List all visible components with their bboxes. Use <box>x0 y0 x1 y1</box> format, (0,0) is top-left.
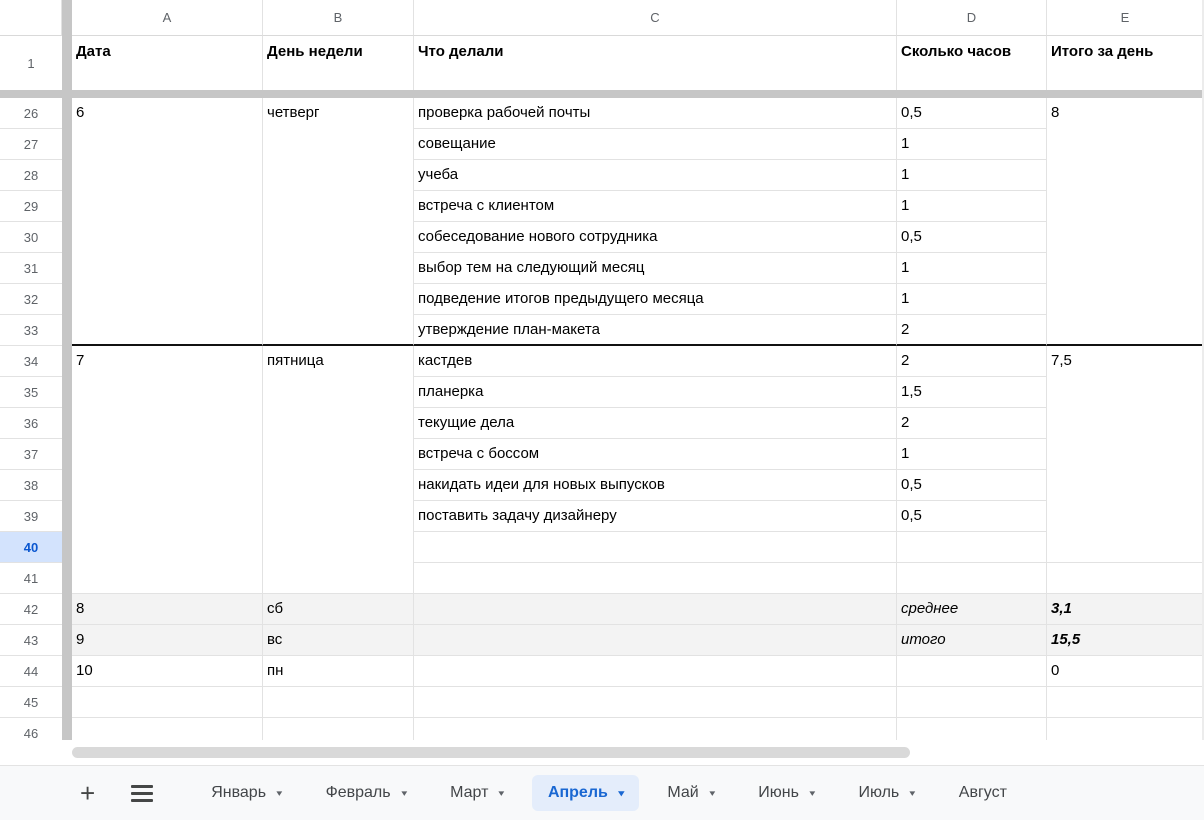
frozen-pane-divider <box>62 439 72 470</box>
cell-E30[interactable] <box>1047 222 1204 253</box>
frozen-pane-divider <box>62 594 72 625</box>
frozen-pane-divider <box>62 718 72 740</box>
cell-C27[interactable]: совещание <box>414 129 897 160</box>
table-row <box>0 129 1204 160</box>
cell-E36[interactable] <box>1047 408 1204 439</box>
cell-D30[interactable]: 0,5 <box>897 222 1047 253</box>
sheet-tab-label: Январь <box>211 784 267 801</box>
cell-C37[interactable]: встреча с боссом <box>414 439 897 470</box>
cell-B40[interactable] <box>263 532 414 563</box>
cell-A33[interactable] <box>72 315 263 346</box>
cell-B34[interactable]: пятница <box>263 346 414 377</box>
row-header-27[interactable]: 27 <box>0 129 62 160</box>
plus-icon: + <box>80 778 96 808</box>
cell-B37[interactable] <box>263 439 414 470</box>
sheet-tab-Апрель[interactable] <box>532 775 639 811</box>
table-row <box>0 656 1204 687</box>
cell-A38[interactable] <box>72 470 263 501</box>
cell-E43[interactable]: 15,5 <box>1047 625 1204 656</box>
cell-B29[interactable] <box>263 191 414 222</box>
frozen-pane-divider <box>62 625 72 656</box>
cell-D40[interactable] <box>897 532 1047 563</box>
cell-E35[interactable] <box>1047 377 1204 408</box>
triangle-down-icon[interactable]: ▾ <box>709 787 715 798</box>
frozen-pane-divider <box>62 501 72 532</box>
cell-B30[interactable] <box>263 222 414 253</box>
sheet-tabs <box>189 775 1029 811</box>
sheet-tab-label: Август <box>958 784 1007 801</box>
cell-A31[interactable] <box>72 253 263 284</box>
frozen-pane-divider <box>62 470 72 501</box>
cell-B42[interactable]: сб <box>263 594 414 625</box>
cell-B27[interactable] <box>263 129 414 160</box>
table-row <box>0 284 1204 315</box>
row-header-26[interactable]: 26 <box>0 98 62 129</box>
cell-C41[interactable] <box>414 563 897 594</box>
cell-C40[interactable] <box>414 532 897 563</box>
cell-B46[interactable] <box>263 718 414 740</box>
cell-D35[interactable]: 1,5 <box>897 377 1047 408</box>
table-row <box>0 687 1204 718</box>
table-row <box>0 191 1204 222</box>
cell-A34[interactable]: 7 <box>72 346 263 377</box>
frozen-row-divider <box>0 90 1204 98</box>
cell-B41[interactable] <box>263 563 414 594</box>
cell-E44[interactable]: 0 <box>1047 656 1204 687</box>
cell-C26[interactable]: проверка рабочей почты <box>414 98 897 129</box>
column-header-B[interactable]: B <box>263 0 414 36</box>
sheet-tab-label: Май <box>667 784 699 801</box>
sheet-tab-Август[interactable] <box>943 775 1023 811</box>
cell-A41[interactable] <box>72 563 263 594</box>
cell-B45[interactable] <box>263 687 414 718</box>
cell-C1[interactable]: Что делали <box>414 36 897 90</box>
cell-E26[interactable]: 8 <box>1047 98 1204 129</box>
cell-A43[interactable]: 9 <box>72 625 263 656</box>
row-header-33[interactable]: 33 <box>0 315 62 346</box>
cell-A40[interactable] <box>72 532 263 563</box>
table-row <box>0 222 1204 253</box>
frozen-pane-divider <box>62 0 72 36</box>
sheet-tab-Февраль[interactable] <box>310 775 423 811</box>
hamburger-icon <box>131 785 153 802</box>
frozen-pane-divider <box>62 346 72 377</box>
row-header-28[interactable]: 28 <box>0 160 62 191</box>
cell-D36[interactable]: 2 <box>897 408 1047 439</box>
cell-C35[interactable]: планерка <box>414 377 897 408</box>
cell-A26[interactable]: 6 <box>72 98 263 129</box>
grid-rows <box>0 98 1204 740</box>
cell-A44[interactable]: 10 <box>72 656 263 687</box>
table-row <box>0 98 1204 129</box>
table-row <box>0 470 1204 501</box>
cell-D28[interactable]: 1 <box>897 160 1047 191</box>
cell-A45[interactable] <box>72 687 263 718</box>
cell-D39[interactable]: 0,5 <box>897 501 1047 532</box>
cell-A35[interactable] <box>72 377 263 408</box>
cell-B38[interactable] <box>263 470 414 501</box>
cell-E41[interactable] <box>1047 563 1204 594</box>
add-sheet-button[interactable] <box>80 780 131 806</box>
table-row <box>0 315 1204 346</box>
sheet-tab-label: Февраль <box>325 784 391 801</box>
sheet-tab-label: Июнь <box>758 784 799 801</box>
row-header-35[interactable]: 35 <box>0 377 62 408</box>
cell-B39[interactable] <box>263 501 414 532</box>
table-row <box>0 439 1204 470</box>
column-header-A[interactable]: A <box>72 0 263 36</box>
cell-E46[interactable] <box>1047 718 1204 740</box>
frozen-pane-divider <box>62 98 72 129</box>
horizontal-scrollbar <box>0 740 1204 765</box>
table-row <box>0 253 1204 284</box>
table-row <box>0 160 1204 191</box>
frozen-pane-divider <box>62 563 72 594</box>
table-row <box>0 718 1204 740</box>
cell-A29[interactable] <box>72 191 263 222</box>
row-header-31[interactable]: 31 <box>0 253 62 284</box>
cell-C45[interactable] <box>414 687 897 718</box>
cell-E42[interactable]: 3,1 <box>1047 594 1204 625</box>
frozen-pane-divider <box>62 408 72 439</box>
cell-C30[interactable]: собеседование нового сотрудника <box>414 222 897 253</box>
cell-C44[interactable] <box>414 656 897 687</box>
cell-C31[interactable]: выбор тем на следующий месяц <box>414 253 897 284</box>
frozen-pane-divider <box>62 656 72 687</box>
triangle-down-icon[interactable]: ▾ <box>400 787 407 798</box>
cell-D41[interactable] <box>897 563 1047 594</box>
triangle-down-icon[interactable]: ▾ <box>498 787 505 798</box>
cell-A36[interactable] <box>72 408 263 439</box>
frozen-pane-divider <box>62 687 72 718</box>
sheet-tab-Июнь[interactable] <box>742 775 830 811</box>
row-header-30[interactable]: 30 <box>0 222 62 253</box>
cell-C43[interactable] <box>414 625 897 656</box>
cell-E31[interactable] <box>1047 253 1204 284</box>
row-header-37[interactable]: 37 <box>0 439 62 470</box>
cell-E29[interactable] <box>1047 191 1204 222</box>
row-header-34[interactable]: 34 <box>0 346 62 377</box>
sheet-tab-label: Март <box>450 784 489 801</box>
cell-D38[interactable]: 0,5 <box>897 470 1047 501</box>
cell-E45[interactable] <box>1047 687 1204 718</box>
cell-B43[interactable]: вс <box>263 625 414 656</box>
cell-A37[interactable] <box>72 439 263 470</box>
cell-D29[interactable]: 1 <box>897 191 1047 222</box>
cell-A30[interactable] <box>72 222 263 253</box>
horizontal-scrollbar-thumb[interactable] <box>72 747 910 758</box>
frozen-pane-divider <box>62 160 72 191</box>
cell-C46[interactable] <box>414 718 897 740</box>
cell-C39[interactable]: поставить задачу дизайнеру <box>414 501 897 532</box>
cell-D31[interactable]: 1 <box>897 253 1047 284</box>
cell-D34[interactable]: 2 <box>897 346 1047 377</box>
sheet-tab-Июль[interactable] <box>842 775 930 811</box>
cell-A28[interactable] <box>72 160 263 191</box>
cell-C34[interactable]: кастдев <box>414 346 897 377</box>
sheet-tab-label: Июль <box>858 784 900 801</box>
cell-C28[interactable]: учеба <box>414 160 897 191</box>
row-header-38[interactable]: 38 <box>0 470 62 501</box>
cell-D33[interactable]: 2 <box>897 315 1047 346</box>
triangle-down-icon[interactable]: ▾ <box>276 787 283 798</box>
table-row <box>0 625 1204 656</box>
cell-D43[interactable]: итого <box>897 625 1047 656</box>
cell-E33[interactable] <box>1047 315 1204 346</box>
cell-B28[interactable] <box>263 160 414 191</box>
row-header-29[interactable]: 29 <box>0 191 62 222</box>
sheet-tab-bar <box>0 765 1204 820</box>
select-all-corner[interactable] <box>0 0 62 36</box>
row-header-40[interactable]: 40 <box>0 532 62 563</box>
frozen-pane-divider <box>62 36 72 90</box>
cell-B35[interactable] <box>263 377 414 408</box>
frozen-pane-divider <box>62 222 72 253</box>
cell-D26[interactable]: 0,5 <box>897 98 1047 129</box>
frozen-pane-divider <box>62 129 72 160</box>
row-header-39[interactable]: 39 <box>0 501 62 532</box>
column-header-C[interactable]: C <box>414 0 897 36</box>
column-header-D[interactable]: D <box>897 0 1047 36</box>
column-header-row <box>0 0 1204 36</box>
cell-A32[interactable] <box>72 284 263 315</box>
cell-B33[interactable] <box>263 315 414 346</box>
cell-C33[interactable]: утверждение план-макета <box>414 315 897 346</box>
cell-E1[interactable]: Итого за день <box>1047 36 1204 90</box>
column-header-E[interactable]: E <box>1047 0 1204 36</box>
table-row <box>0 594 1204 625</box>
cell-E28[interactable] <box>1047 160 1204 191</box>
cell-D44[interactable] <box>897 656 1047 687</box>
cell-D37[interactable]: 1 <box>897 439 1047 470</box>
cell-B26[interactable]: четверг <box>263 98 414 129</box>
cell-E34[interactable]: 7,5 <box>1047 346 1204 377</box>
cell-E38[interactable] <box>1047 470 1204 501</box>
cell-A46[interactable] <box>72 718 263 740</box>
cell-A1[interactable]: Дата <box>72 36 263 90</box>
cell-B44[interactable]: пн <box>263 656 414 687</box>
cell-C38[interactable]: накидать идеи для новых выпусков <box>414 470 897 501</box>
table-row <box>0 563 1204 594</box>
row-header-32[interactable]: 32 <box>0 284 62 315</box>
frozen-pane-divider <box>62 284 72 315</box>
frozen-pane-divider <box>62 377 72 408</box>
cell-E40[interactable] <box>1047 532 1204 563</box>
row-header-44[interactable]: 44 <box>0 656 62 687</box>
triangle-down-icon[interactable]: ▾ <box>618 787 625 798</box>
row-header-46[interactable]: 46 <box>0 718 62 740</box>
all-sheets-button[interactable] <box>131 785 189 802</box>
row-header-42[interactable]: 42 <box>0 594 62 625</box>
frozen-pane-divider <box>62 253 72 284</box>
frozen-pane-divider <box>62 315 72 346</box>
cell-B32[interactable] <box>263 284 414 315</box>
cell-C29[interactable]: встреча с клиентом <box>414 191 897 222</box>
sheet-tab-label: Апрель <box>547 784 608 801</box>
table-row <box>0 346 1204 377</box>
cell-D1[interactable]: Сколько часов <box>897 36 1047 90</box>
cell-A27[interactable] <box>72 129 263 160</box>
table-row <box>0 377 1204 408</box>
cell-D27[interactable]: 1 <box>897 129 1047 160</box>
cell-E37[interactable] <box>1047 439 1204 470</box>
cell-E27[interactable] <box>1047 129 1204 160</box>
cell-C42[interactable] <box>414 594 897 625</box>
cell-C32[interactable]: подведение итогов предыдущего месяца <box>414 284 897 315</box>
cell-C36[interactable]: текущие дела <box>414 408 897 439</box>
triangle-down-icon[interactable]: ▾ <box>809 787 816 798</box>
cell-D42[interactable]: среднее <box>897 594 1047 625</box>
cell-A39[interactable] <box>72 501 263 532</box>
cell-D45[interactable] <box>897 687 1047 718</box>
cell-B36[interactable] <box>263 408 414 439</box>
sheet-tab-Январь[interactable] <box>195 775 297 811</box>
cell-E39[interactable] <box>1047 501 1204 532</box>
sheet-tab-Март[interactable] <box>434 775 520 811</box>
row-header-36[interactable]: 36 <box>0 408 62 439</box>
cell-D32[interactable]: 1 <box>897 284 1047 315</box>
row-header-1[interactable]: 1 <box>0 36 62 90</box>
row-header-43[interactable]: 43 <box>0 625 62 656</box>
sheet-tab-Май[interactable] <box>651 775 730 811</box>
cell-B31[interactable] <box>263 253 414 284</box>
row-header-41[interactable]: 41 <box>0 563 62 594</box>
row-header-45[interactable]: 45 <box>0 687 62 718</box>
frozen-pane-divider <box>62 532 72 563</box>
table-row <box>0 532 1204 563</box>
cell-E32[interactable] <box>1047 284 1204 315</box>
header-row <box>0 36 1204 90</box>
cell-B1[interactable]: День недели <box>263 36 414 90</box>
frozen-pane-divider <box>62 191 72 222</box>
triangle-down-icon[interactable]: ▾ <box>909 787 916 798</box>
cell-D46[interactable] <box>897 718 1047 740</box>
cell-A42[interactable]: 8 <box>72 594 263 625</box>
table-row <box>0 501 1204 532</box>
table-row <box>0 408 1204 439</box>
